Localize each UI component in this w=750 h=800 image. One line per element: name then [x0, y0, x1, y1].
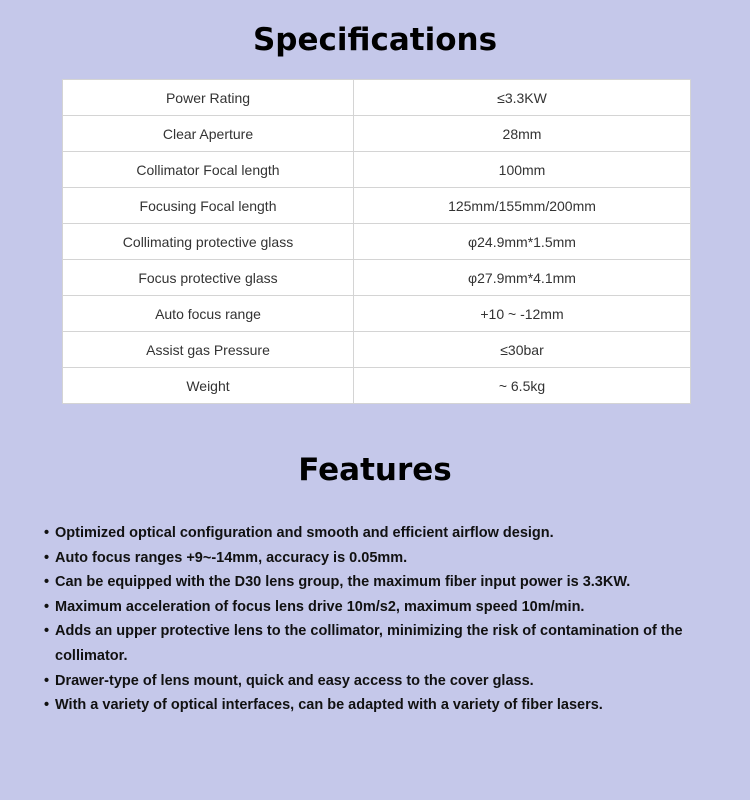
bullet-icon: •: [44, 672, 50, 689]
spec-row-assist-gas-pressure: [63, 332, 691, 368]
spec-row-collimator-focal-length: [63, 152, 691, 188]
spec-value: 125mm/155mm/200mm: [354, 188, 691, 224]
specifications-table: [62, 79, 691, 404]
bullet-icon: •: [44, 623, 50, 640]
spec-value: φ27.9mm*4.1mm: [354, 260, 691, 296]
spec-row-focus-protective-glass: [63, 260, 691, 296]
spec-row-collimating-protective-glass: [63, 224, 691, 260]
feature-item: [44, 546, 724, 571]
bullet-icon: •: [44, 598, 50, 615]
spec-row-focusing-focal-length: [63, 188, 691, 224]
spec-name: Weight: [63, 368, 354, 404]
features-heading: Features: [298, 452, 452, 488]
spec-name: Focusing Focal length: [63, 188, 354, 224]
spec-row-power-rating: [63, 80, 691, 116]
spec-name: Auto focus range: [63, 296, 354, 332]
spec-row-weight: [63, 368, 691, 404]
spec-name: Collimator Focal length: [63, 152, 354, 188]
feature-text: With a variety of optical interfaces, can be adapted with a variety of fiber lasers.: [55, 697, 603, 714]
spec-row-auto-focus-range: [63, 296, 691, 332]
feature-text: Drawer-type of lens mount, quick and easy access to the cover glass.: [55, 672, 534, 689]
spec-value: φ24.9mm*1.5mm: [354, 224, 691, 260]
feature-text: Maximum acceleration of focus lens drive 10m/s2, maximum speed 10m/min.: [55, 598, 585, 615]
spec-value: +10 ~ -12mm: [354, 296, 691, 332]
feature-text: Auto focus ranges +9~-14mm, accuracy is 0.05mm.: [55, 549, 408, 566]
specifications-heading: Specifications: [252, 22, 498, 58]
feature-text: Adds an upper protective lens to the collimator, minimizing the risk of contamination of the collimator.: [55, 623, 683, 664]
feature-item: [44, 619, 724, 668]
spec-value: ~ 6.5kg: [354, 368, 691, 404]
features-list: [44, 521, 724, 718]
feature-text: Can be equipped with the D30 lens group, the maximum fiber input power is 3.3KW.: [55, 574, 631, 591]
spec-value: 28mm: [354, 116, 691, 152]
spec-value: ≤3.3KW: [354, 80, 691, 116]
spec-name: Clear Aperture: [63, 116, 354, 152]
spec-name: Assist gas Pressure: [63, 332, 354, 368]
bullet-icon: •: [44, 574, 50, 591]
spec-value: ≤30bar: [354, 332, 691, 368]
spec-value: 100mm: [354, 152, 691, 188]
feature-item: [44, 669, 724, 694]
bullet-icon: •: [44, 525, 50, 541]
spec-name: Power Rating: [63, 80, 354, 116]
feature-text: Optimized optical configuration and smooth and efficient airflow design.: [55, 525, 554, 541]
bullet-icon: •: [44, 549, 50, 566]
spec-name: Collimating protective glass: [63, 224, 354, 260]
feature-item: [44, 693, 724, 718]
spec-name: Focus protective glass: [63, 260, 354, 296]
spec-row-clear-aperture: [63, 116, 691, 152]
feature-item: [44, 570, 724, 595]
bullet-icon: •: [44, 697, 50, 714]
feature-item: [44, 521, 724, 546]
feature-item: [44, 595, 724, 620]
